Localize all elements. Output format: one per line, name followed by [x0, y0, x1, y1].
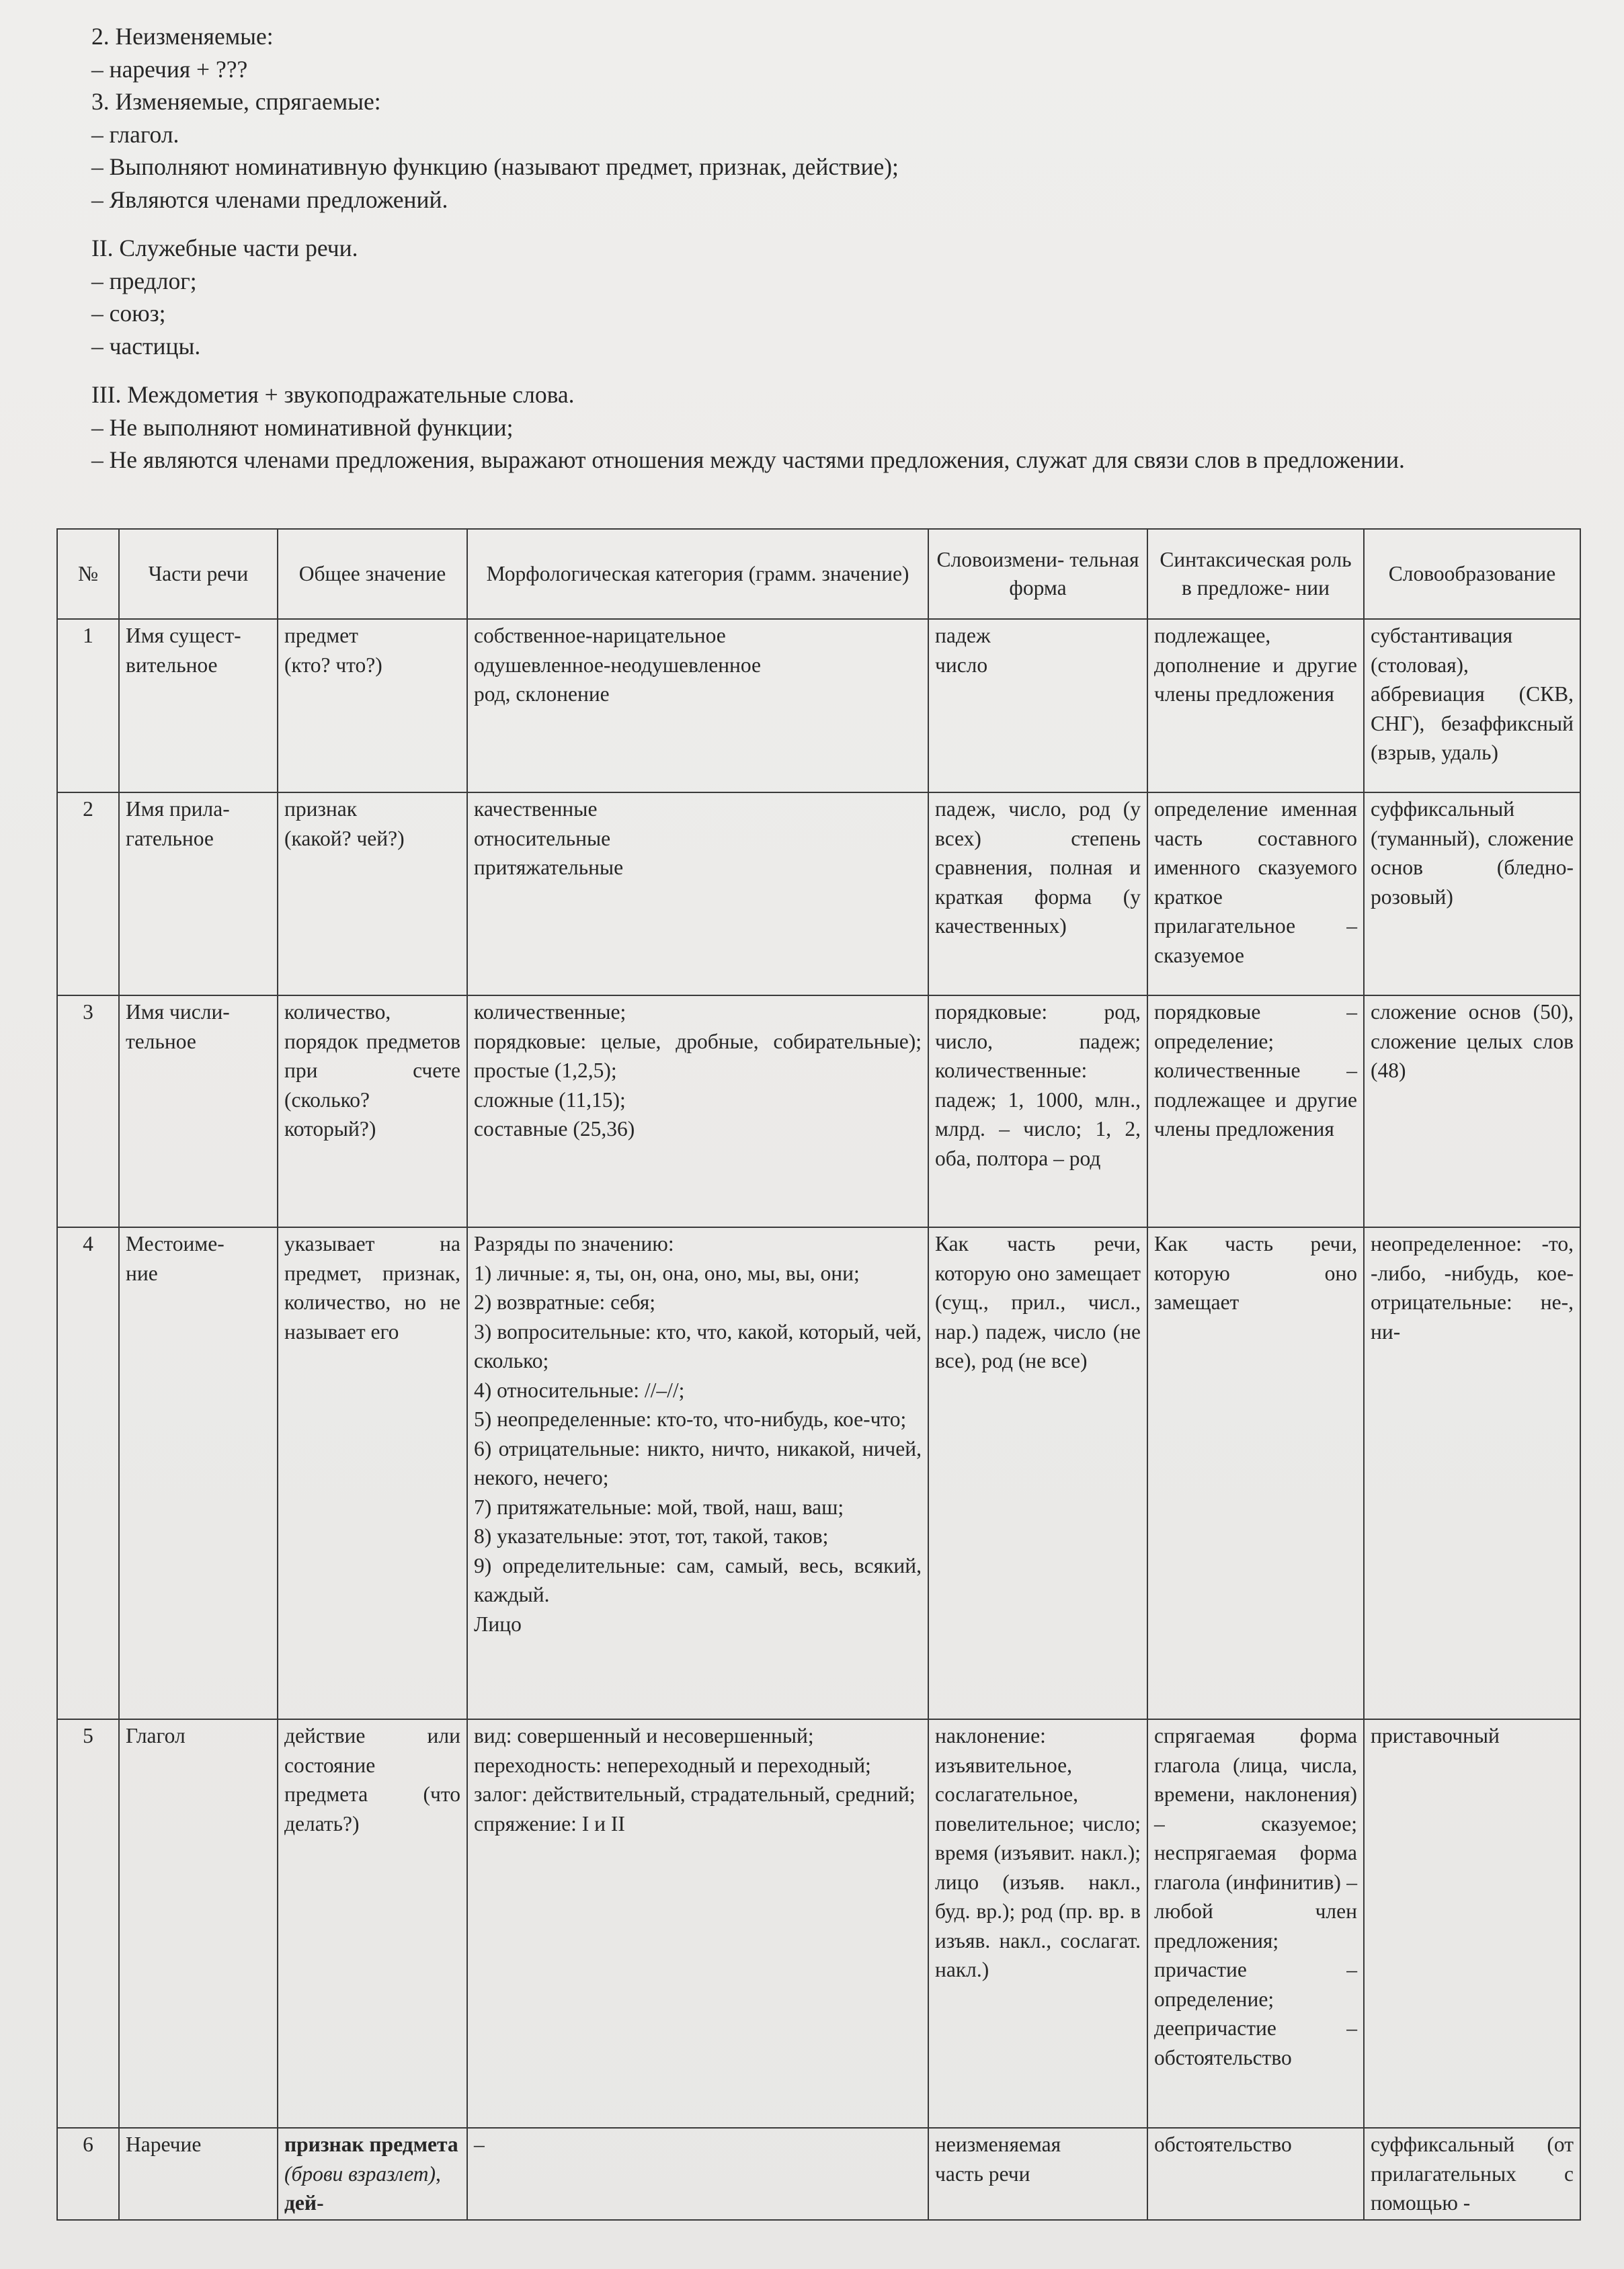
cell-pos: Имя сущест- вительное: [119, 619, 278, 792]
section-heading: III. Междометия + звукоподражательные слова.: [91, 381, 575, 408]
meaning-bold-text: дей-: [284, 2191, 324, 2215]
cell-pos: Местоиме- ние: [119, 1227, 278, 1719]
intro-line: – Являются членами предложений.: [91, 185, 448, 213]
cell-pos: Имя прила- гательное: [119, 792, 278, 995]
cell-morph: –: [467, 2128, 928, 2220]
cell-num: 2: [57, 792, 119, 995]
table-row: [57, 995, 1580, 1227]
header-pos: Части речи: [119, 529, 278, 619]
cell-pos: Глагол: [119, 1719, 278, 2128]
header-morph: Морфологическая категория (грамм. значение): [467, 529, 928, 619]
cell-num: 4: [57, 1227, 119, 1719]
header-num: №: [57, 529, 119, 619]
section-heading: II. Служебные части речи.: [91, 235, 358, 261]
cell-wordform: суффиксальный (туманный), сложение основ (бледно-розовый): [1364, 792, 1580, 995]
cell-meaning: признак (какой? чей?): [278, 792, 467, 995]
cell-wordform: суффиксальный (от прилагательных с помощью -: [1364, 2128, 1580, 2220]
cell-meaning: признак предмета (брови взразлет), дей-: [278, 2128, 467, 2220]
intro-line: – Выполняют номинативную функцию (называют предмет, признак, действие);: [91, 153, 899, 180]
cell-meaning: указывает на предмет, признак, количество, но не называет его: [278, 1227, 467, 1719]
cell-num: 3: [57, 995, 119, 1227]
cell-syntax: порядковые – определение; количественные – подлежащее и другие члены предложения: [1147, 995, 1364, 1227]
cell-num: 5: [57, 1719, 119, 2128]
intro-line: 2. Неизменяемые:: [91, 23, 274, 50]
header-form: Словоизмени- тельная форма: [928, 529, 1147, 619]
intro-line: – Не выполняют номинативной функции;: [91, 413, 514, 441]
cell-form: падеж число: [928, 619, 1147, 792]
meaning-example: (брови взразлет): [284, 2161, 436, 2186]
table-row: [57, 1719, 1580, 2128]
table-header-row: [57, 529, 1580, 619]
table-row: [57, 619, 1580, 792]
cell-form: наклонение: изъявительное, сослагательное, повелительное; число; время (изъявит. накл.); лицо (изъяв. накл., буд. вр.); род (пр. вр. в изъяв. накл., сослагат. накл.): [928, 1719, 1147, 2128]
cell-meaning: действие или состояние предмета (что делать?): [278, 1719, 467, 2128]
cell-form: неизменяемая часть речи: [928, 2128, 1147, 2220]
cell-form: падеж, число, род (у всех) степень сравнения, полная и краткая форма (у качественных): [928, 792, 1147, 995]
cell-form: Как часть речи, которую оно замещает (сущ., прил., числ., нар.) падеж, число (не все), род (не все): [928, 1227, 1147, 1719]
cell-morph: собственное-нарицательное одушевленное-неодушевленное род, склонение: [467, 619, 928, 792]
intro-paragraph: – Не являются членами предложения, выражают отношения между частями предложения, служат для связи слов в предложении.: [91, 446, 1405, 473]
intro-line: – предлог;: [91, 267, 197, 294]
cell-form: порядковые: род, число, падеж; количественные: падеж; 1, 1000, млн., млрд. – число; 1, 2, оба, полтора – род: [928, 995, 1147, 1227]
cell-syntax: спрягаемая форма глагола (лица, числа, времени, наклонения) – сказуемое; неспрягаемая форма глагола (инфинитив) – любой член предложения; причастие – определение; деепричастие – обстоятельство: [1147, 1719, 1364, 2128]
cell-morph: Разряды по значению: 1) личные: я, ты, он, она, оно, мы, вы, они; 2) возвратные: себя; 3) вопросительные: кто, что, какой, который, чей, сколько; 4) относительные: //–//; 5) неопределенные: кто-то, что-нибудь, кое-что; 6) отрицательные: никто, ничто, никакой, ничей, некого, нечего; 7) притяжательные: мой, твой, наш, ваш; 8) указательные: этот, тот, такой, таков; 9) определительные: сам, самый, весь, всякий, каждый. Лицо: [467, 1227, 928, 1719]
intro-text: [54, 20, 1573, 477]
intro-line: – глагол.: [91, 120, 179, 148]
cell-syntax: обстоятельство: [1147, 2128, 1364, 2220]
intro-line: 3. Изменяемые, спрягаемые:: [91, 88, 381, 115]
cell-meaning: предмет (кто? что?): [278, 619, 467, 792]
cell-morph: качественные относительные притяжательные: [467, 792, 928, 995]
header-meaning: Общее значение: [278, 529, 467, 619]
intro-line: – наречия + ???: [91, 55, 248, 83]
cell-syntax: Как часть речи, которую оно замещает: [1147, 1227, 1364, 1719]
cell-pos: Наречие: [119, 2128, 278, 2220]
table-row: [57, 792, 1580, 995]
intro-line: – союз;: [91, 300, 166, 327]
table-row: [57, 2128, 1580, 2220]
cell-wordform: приставочный: [1364, 1719, 1580, 2128]
intro-line: – частицы.: [91, 332, 201, 360]
table-row: [57, 1227, 1580, 1719]
cell-morph: количественные; порядковые: целые, дробные, собирательные); простые (1,2,5); сложные (11,15); составные (25,36): [467, 995, 928, 1227]
cell-wordform: субстантивация (столовая), аббревиация (СКВ, СНГ), безаффиксный (взрыв, удаль): [1364, 619, 1580, 792]
header-wordform: Словообразование: [1364, 529, 1580, 619]
cell-num: 1: [57, 619, 119, 792]
cell-num: 6: [57, 2128, 119, 2220]
cell-wordform: сложение основ (50), сложение целых слов (48): [1364, 995, 1580, 1227]
cell-morph: вид: совершенный и несовершенный; переходность: непереходный и переходный; залог: действительный, страдательный, средний; спряжение: I и II: [467, 1719, 928, 2128]
cell-pos: Имя числи- тельное: [119, 995, 278, 1227]
cell-wordform: неопределенное: -то, -либо, -нибудь, кое- отрицательные: не-, ни-: [1364, 1227, 1580, 1719]
meaning-bold-text: признак предмета: [284, 2133, 458, 2156]
header-syntax: Синтаксическая роль в предложе- нии: [1147, 529, 1364, 619]
cell-syntax: подлежащее, дополнение и другие члены предложения: [1147, 619, 1364, 792]
cell-syntax: определение именная часть составного именного сказуемого краткое прилагательное – сказуемое: [1147, 792, 1364, 995]
parts-of-speech-table: [56, 528, 1581, 2221]
cell-meaning: количество, порядок предметов при счете (сколько? который?): [278, 995, 467, 1227]
